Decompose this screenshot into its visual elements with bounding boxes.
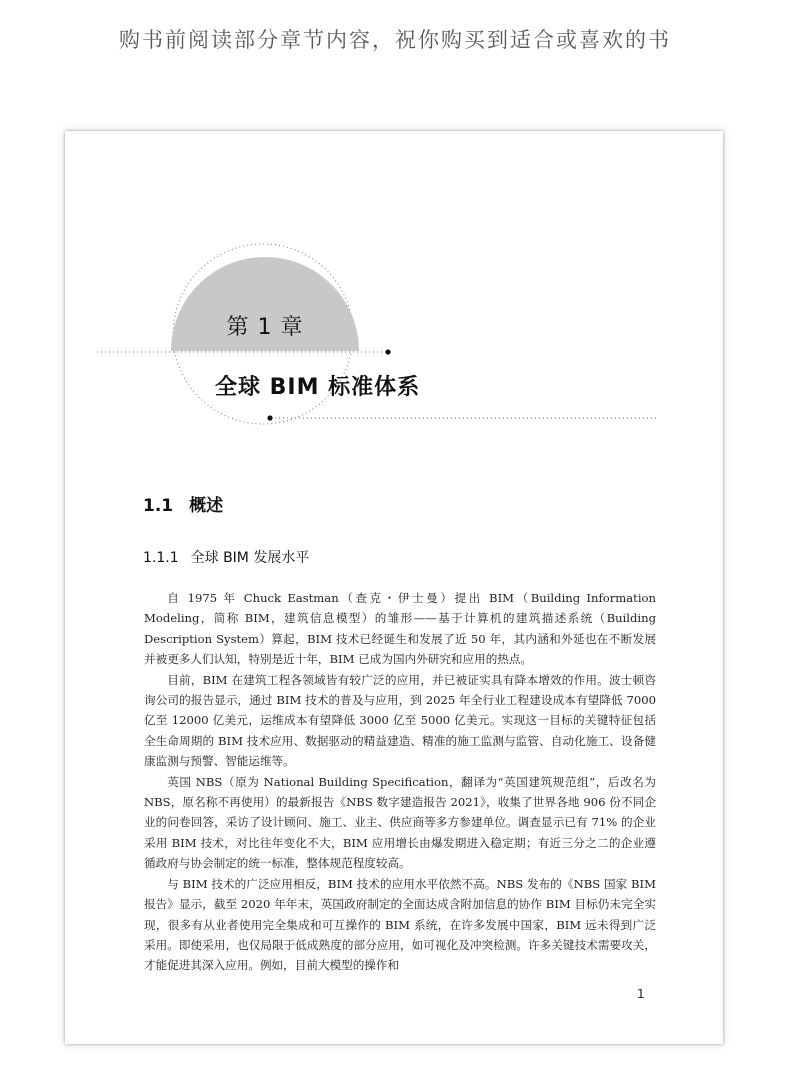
banner-text: 购书前阅读部分章节内容，祝你购买到适合或喜欢的书 <box>119 28 671 52</box>
decor-dot-right <box>385 349 390 354</box>
paragraph: 自 1975 年 Chuck Eastman（查克・伊士曼）提出 BIM（Building Information Modeling，简称 BIM，建筑信息模型）的雏形——基于计算机的建筑描述系统（Building Description System）算起，BIM 技术已经诞生和发展了近 50 年，其内涵和外延也在不断发展并被更多人们认知，特别是近十年，BIM 已成为国内外研究和应用的热点。 <box>144 591 656 667</box>
subsection-heading <box>143 547 309 567</box>
book-page <box>65 131 723 1044</box>
chapter-decoration <box>65 131 723 451</box>
page-number: 1 <box>637 987 645 1001</box>
section-heading <box>143 491 223 516</box>
chapter-label: 第 1 章 <box>226 315 304 340</box>
chapter-title: 全球 BIM 标准体系 <box>215 375 421 400</box>
paragraph: 英国 NBS（原为 National Building Specification，翻译为“英国建筑规范组”，后改名为 NBS，原名称不再使用）的最新报告《NBS 数字建造报告 2021》，收集了世界各地 906 份不同企业的问卷回答，采访了设计顾问、施工、业主、供应商等多方参建单位。调查显示已有 71% 的企业采用 BIM 技术，对比往年变化不大，BIM 应用增长由爆发期进入稳定期；有近三分之二的企业遵循政府与协会制定的统一标准，整体规范程度较高。 <box>144 774 656 871</box>
decor-dot-left <box>267 415 272 420</box>
paragraph: 目前，BIM 在建筑工程各领域皆有较广泛的应用，并已被证实具有降本增效的作用。波士顿咨询公司的报告显示，通过 BIM 技术的普及与应用，到 2025 年全行业工程建设成本有望降低 7000 亿至 12000 亿美元，运维成本有望降低 3000 亿至 5000 亿美元。实现这一目标的关键特征包括全生命周期的 BIM 技术应用、数据驱动的精益建造、精准的施工监测与监管、自动化施工、设备健康监测与预警、智能运维等。 <box>144 672 656 769</box>
subsection-title: 全球 BIM 发展水平 <box>190 550 310 566</box>
section-title: 概述 <box>189 496 224 516</box>
section-number: 1.1 <box>143 496 174 516</box>
body-text <box>144 588 656 976</box>
subsection-number: 1.1.1 <box>143 550 179 566</box>
paragraph: 与 BIM 技术的广泛应用相反，BIM 技术的应用水平依然不高。NBS 发布的《NBS 国家 BIM 报告》显示，截至 2020 年年末，英国政府制定的全面达成含附加信息的协作 BIM 目标仍未完全实现，很多有从业者使用完全集成和可互操作的 BIM 系统，在许多发展中国家，BIM 远未得到广泛采用。即使采用，也仅局限于低成熟度的部分应用，如可视化及冲突检测。许多关键技术需要攻关，才能促进其深入应用。例如，目前大模型的操作和 <box>144 876 656 973</box>
